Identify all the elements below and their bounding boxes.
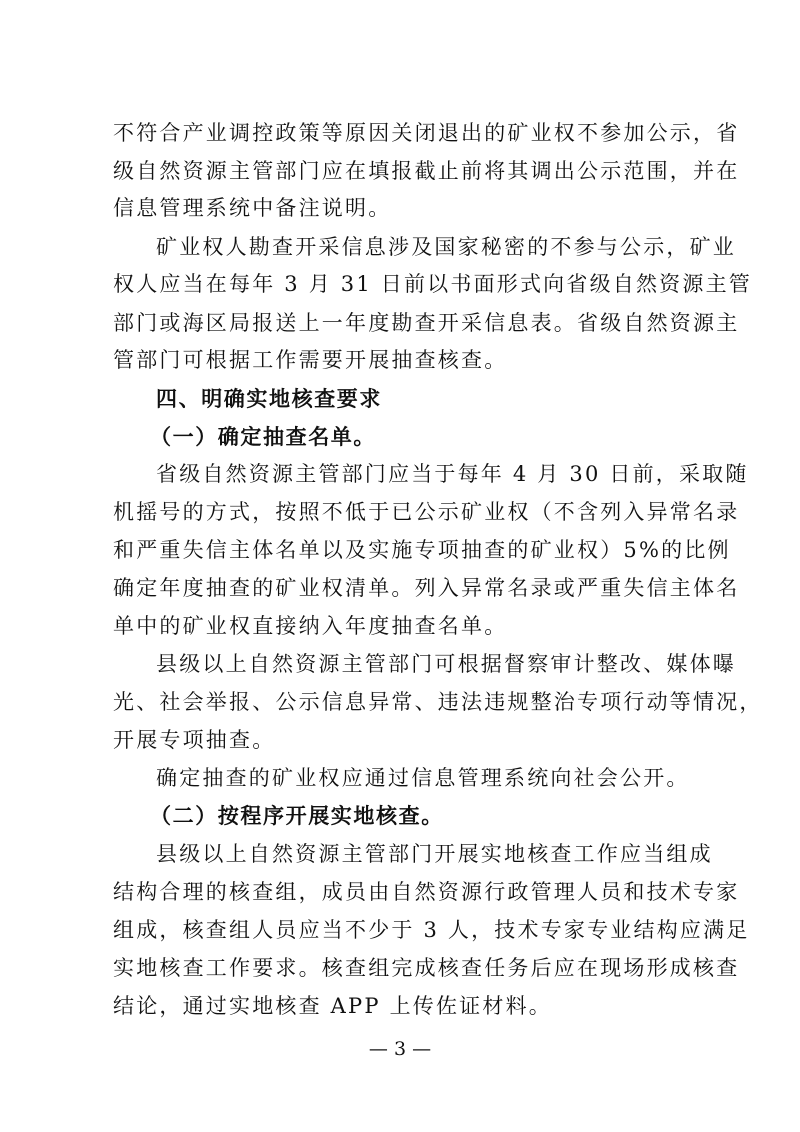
text-line: 开展专项抽查。 bbox=[113, 728, 276, 752]
text-line: 实地核查工作要求。核查组完成核查任务后应在现场形成核查 bbox=[113, 956, 740, 980]
paragraph-first-line: 县级以上自然资源主管部门可根据督察审计整改、媒体曝 bbox=[156, 652, 736, 676]
text-line: 结构合理的核查组，成员由自然资源行政管理人员和技术专家 bbox=[113, 880, 740, 904]
text-line: 级自然资源主管部门应在填报截止前将其调出公示范围，并在 bbox=[113, 159, 740, 183]
text-line: 结论，通过实地核查 APP 上传佐证材料。 bbox=[113, 994, 552, 1018]
text-line: 和严重失信主体名单以及实施专项抽查的矿业权）5%的比例 bbox=[113, 538, 731, 562]
paragraph-first-line: 矿业权人勘查开采信息涉及国家秘密的不参与公示，矿业 bbox=[156, 235, 736, 259]
text-line: 光、社会举报、公示信息异常、违法违规整治专项行动等情况， bbox=[113, 690, 763, 714]
text-line: 管部门可根据工作需要开展抽查核查。 bbox=[113, 348, 508, 372]
text-line: 不符合产业调控政策等原因关闭退出的矿业权不参加公示，省 bbox=[113, 121, 740, 145]
text-line: 信息管理系统中备注说明。 bbox=[113, 196, 392, 220]
paragraph-first-line: 县级以上自然资源主管部门开展实地核查工作应当组成 bbox=[156, 842, 713, 866]
text-line: 部门或海区局报送上一年度勘查开采信息表。省级自然资源主 bbox=[113, 311, 740, 335]
paragraph-first-line: 确定抽查的矿业权应通过信息管理系统向社会公开。 bbox=[156, 766, 690, 790]
text-line: 机摇号的方式，按照不低于已公示矿业权（不含列入异常名录 bbox=[113, 500, 740, 524]
paragraph-first-line: 省级自然资源主管部门应当于每年 4 月 30 日前，采取随 bbox=[156, 462, 749, 486]
page-number: — 3 — bbox=[368, 1038, 432, 1060]
text-line: 确定年度抽查的矿业权清单。列入异常名录或严重失信主体名 bbox=[113, 576, 740, 600]
section-heading: 四、明确实地核查要求 bbox=[156, 387, 382, 411]
text-line: 权人应当在每年 3 月 31 日前以书面形式向省级自然资源主管 bbox=[113, 272, 752, 296]
text-line: 单中的矿业权直接纳入年度抽查名单。 bbox=[113, 614, 508, 638]
subsection-heading: （一）确定抽查名单。 bbox=[150, 425, 376, 449]
text-line: 组成，核查组人员应当不少于 3 人，技术专家专业结构应满足 bbox=[113, 918, 750, 942]
subsection-heading: （二）按程序开展实地核查。 bbox=[150, 804, 444, 828]
